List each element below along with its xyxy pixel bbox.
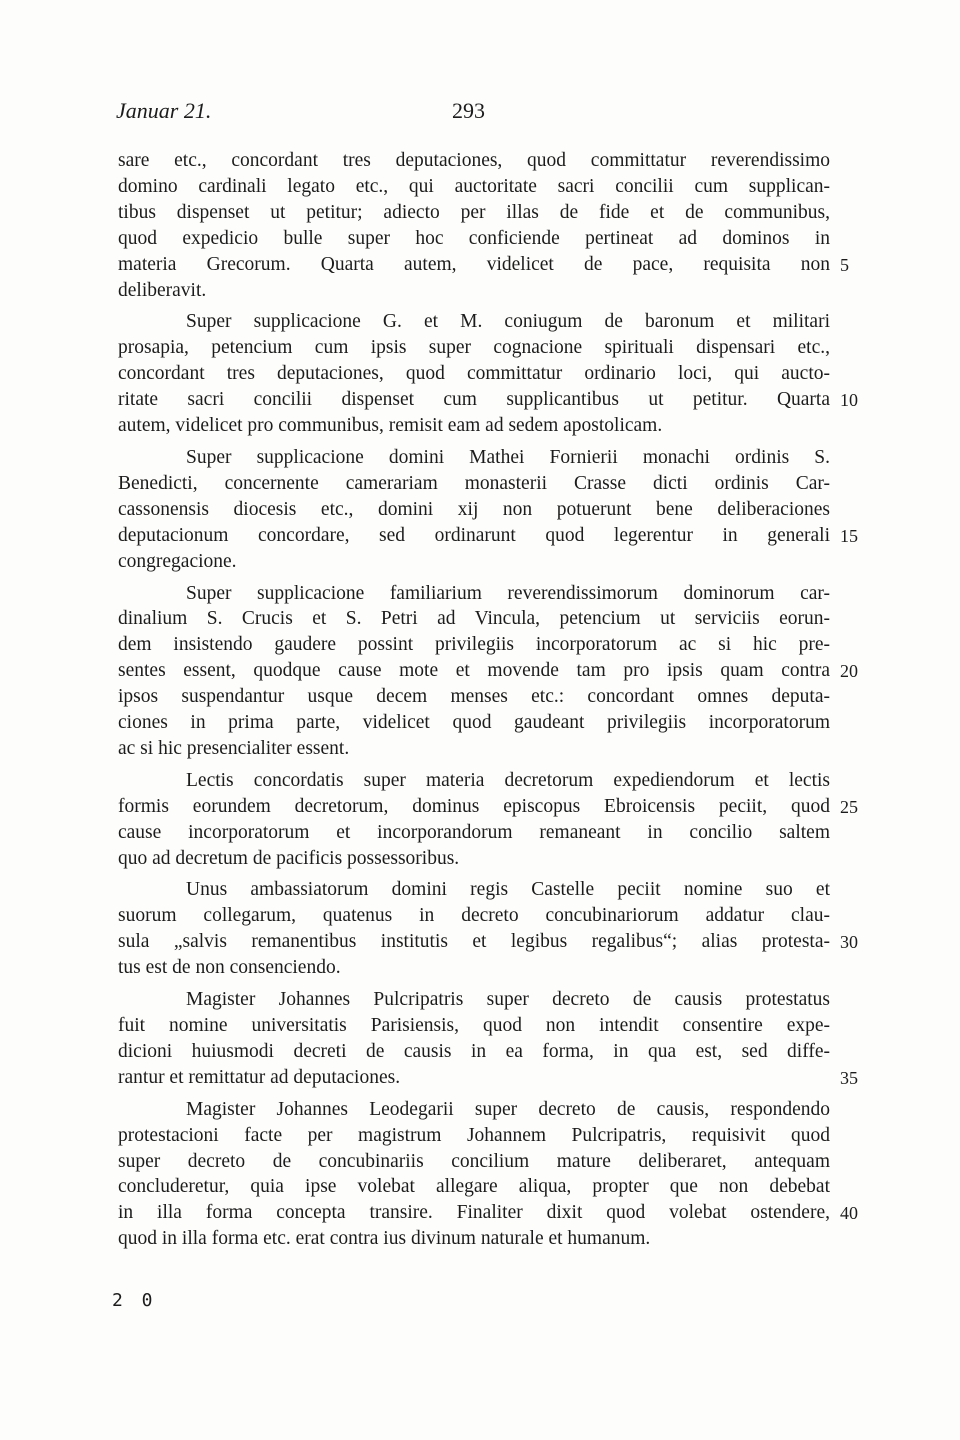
text-line: domino cardinali legato etc., qui auctoritate sacri concilii cum supplican- [118,175,830,197]
text-line: congregacione. [118,550,237,572]
line-number: 30 [840,932,858,953]
text-line: quod in illa forma etc. erat contra ius divinum naturale et humanum. [118,1228,651,1250]
text-line: Unus ambassiatorum domini regis Castelle peciit nomine suo et [186,879,830,901]
line-number: 10 [840,390,858,411]
text-line: rantur et remittatur ad deputaciones. [118,1066,401,1088]
text-line: autem, videlicet pro communibus, remisit eam ad sedem apostolicam. [118,415,663,437]
text-line: Magister Johannes Leodegarii super decreto de causis, respondendo [186,1098,830,1120]
text-line: cause incorporatorum et incorporandorum remaneant in concilio saltem [118,821,830,843]
text-line: ipsos suspendantur usque decem menses etc.: concordant omnes deputa- [118,686,830,708]
text-line: quod expedicio bulle super hoc conficiende pertineat ad dominos in [118,227,830,249]
text-line: tus est de non consenciendo. [118,957,341,979]
text-line: prosapia, petencium cum ipsis super cognacione spirituali dispensari etc., [118,337,830,359]
text-line: sentes essent, quodque cause mote et movende tam pro ipsis quam contra [118,660,830,682]
text-line: formis eorundem decretorum, dominus episcopus Ebroicensis peciit, quod [118,795,830,817]
text-line: concluderetur, quia ipse volebat allegare aliqua, propter que non debebat [118,1176,830,1198]
text-line: protestacioni facte per magistrum Johannem Pulcripatris, requisivit quod [118,1124,830,1146]
text-line: dicioni huiusmodi decreti de causis in ea forma, in qua est, sed diffe- [118,1040,830,1062]
text-line: ciones in prima parte, videlicet quod gaudeant privilegiis incorporatorum [118,712,830,734]
line-number: 40 [840,1203,858,1224]
text-line: dinalium S. Crucis et S. Petri ad Vincula, petencium ut serviciis eorun- [118,608,830,630]
text-line: ac si hic presencialiter essent. [118,737,350,759]
text-line: in illa forma concepta transire. Finaliter dixit quod volebat ostendere, [118,1202,830,1224]
line-number: 5 [840,254,849,275]
page-number: 293 [452,98,485,123]
text-line: Magister Johannes Pulcripatris super decreto de causis protestatus [186,989,830,1011]
text-line: Lectis concordatis super materia decretorum expediendorum et lectis [186,769,830,791]
text-line: quo ad decretum de pacificis possessoribus. [118,847,460,869]
text-line: super decreto de concubinariis concilium mature deliberaret, antequam [118,1150,830,1172]
line-number: 15 [840,525,858,546]
text-line: ritate sacri concilii dispenset cum supplicantibus ut petitur. Quarta [118,389,830,411]
paragraph [118,309,830,439]
text-line: Super supplicacione G. et M. coniugum de baronum et militari [186,311,830,333]
text-line: sula „salvis remanentibus institutis et legibus regalibus“; alias protesta- [118,931,830,953]
line-number: 35 [840,1067,858,1088]
running-head-date: Januar 21. [116,98,212,123]
paragraph [118,877,830,981]
paragraph [118,1097,830,1252]
paragraph [118,445,830,575]
text-line: Super supplicacione familiarium reverendissimorum dominorum car- [186,582,830,604]
text-line: suorum collegarum, quatenus in decreto concubinariorum addatur clau- [118,905,830,927]
text-line: tibus dispenset ut petitur; adiecto per illas de fide et de communibus, [118,201,830,223]
body-text [118,148,830,1252]
paragraph [118,148,830,303]
text-line: concordant tres deputaciones, quod committatur ordinario loci, qui aucto- [118,363,830,385]
printer-signature-mark: 2 0 [112,1290,157,1311]
text-line: Benedicti, concernente camerariam monasterii Crasse dicti ordinis Car- [118,472,830,494]
text-line: sare etc., concordant tres deputaciones, quod committatur reverendissimo [118,150,830,171]
text-line: Super supplicacione domini Mathei Fornierii monachi ordinis S. [186,446,830,468]
text-line: fuit nomine universitatis Parisiensis, quod non intendit consentire expe- [118,1015,830,1036]
paragraph [118,987,830,1091]
line-number: 25 [840,796,858,817]
line-number: 20 [840,661,858,682]
text-line: cassonensis diocesis etc., domini xij non potuerunt bene deliberaciones [118,498,830,520]
text-line: materia Grecorum. Quarta autem, videlicet de pace, requisita non [118,253,830,275]
paragraph [118,768,830,872]
text-line: dem insistendo gaudere possint privilegiis incorporatorum ac si hic pre- [118,634,830,656]
paragraph [118,581,830,762]
text-line: deputacionum concordare, sed ordinarunt quod legerentur in generali [118,524,830,546]
text-line: deliberavit. [118,279,207,301]
